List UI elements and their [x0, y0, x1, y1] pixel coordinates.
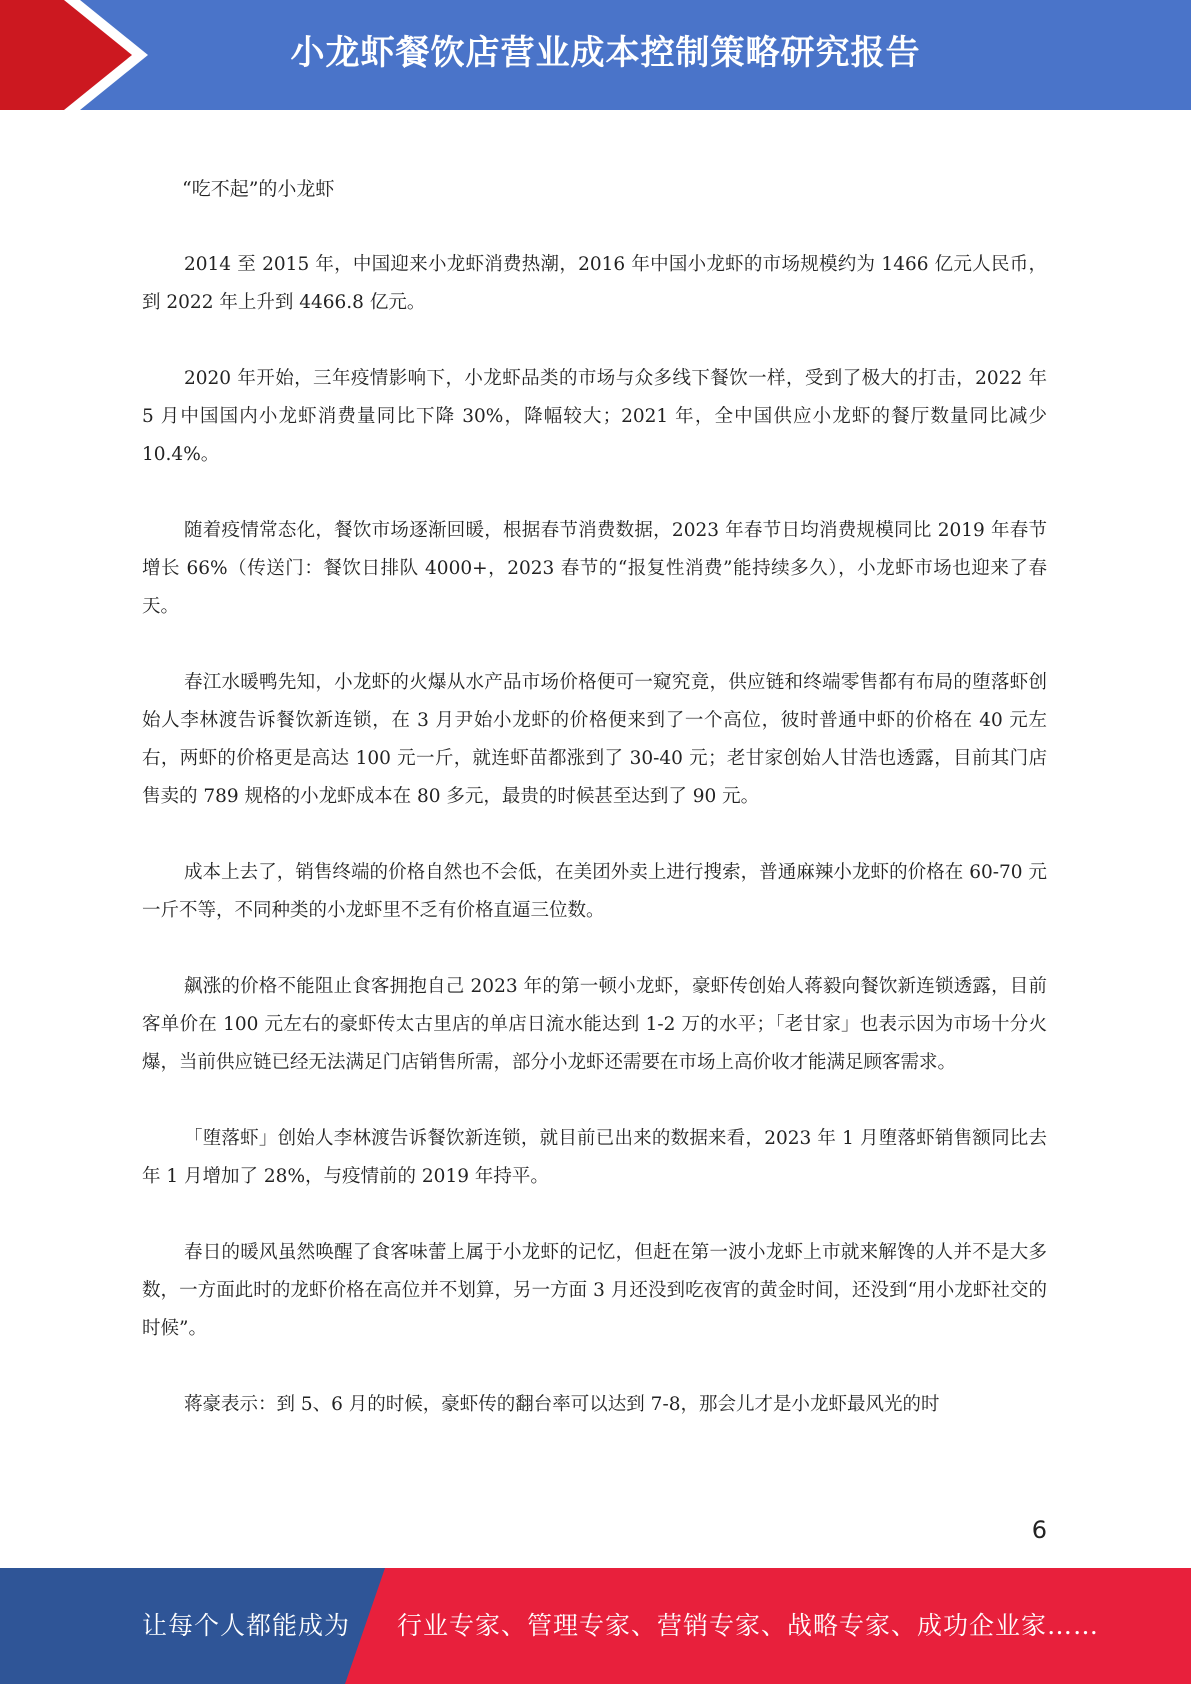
- body-paragraph: 春日的暖风虽然唤醒了食客味蕾上属于小龙虾的记忆，但赶在第一波小龙虾上市就来解馋的人并不是大多数，一方面此时的龙虾价格在高位并不划算，另一方面 3 月还没到吃夜宵的黄金时间，还没到“用小龙虾社交的时候”。: [142, 1242, 1047, 1339]
- body-paragraph: 春江水暖鸭先知，小龙虾的火爆从水产品市场价格便可一窥究竟，供应链和终端零售都有布局的堕落虾创始人李林渡告诉餐饮新连锁，在 3 月尹始小龙虾的价格便来到了一个高位，彼时普通中虾的价格在 40 元左右，两虾的价格更是高达 100 元一斤，就连虾苗都涨到了 30-40 元；老甘家创始人甘浩也透露，目前其门店售卖的 789 规格的小龙虾成本在 80 多元，最贵的时候甚至达到了 90 元。: [142, 672, 1047, 807]
- section-subheading: “吃不起”的小龙虾: [182, 178, 335, 200]
- body-paragraph: 蒋豪表示：到 5、6 月的时候，豪虾传的翻台率可以达到 7-8，那会儿才是小龙虾最风光的时: [184, 1394, 940, 1415]
- body-paragraph: 飙涨的价格不能阻止食客拥抱自己 2023 年的第一顿小龙虾，豪虾传创始人蒋毅向餐饮新连锁透露，目前客单价在 100 元左右的豪虾传太古里店的单店日流水能达到 1-2 万的水平；「老甘家」也表示因为市场十分火爆，当前供应链已经无法满足门店销售所需，部分小龙虾还需要在市场上高价收才能满足顾客需求。: [142, 976, 1047, 1073]
- footer-slogan-right: 行业专家、管理专家、营销专家、战略专家、成功企业家……: [397, 1611, 1100, 1640]
- body-paragraph: 2014 至 2015 年，中国迎来小龙虾消费热潮，2016 年中国小龙虾的市场规模约为 1466 亿元人民币，到 2022 年上升到 4466.8 亿元。: [142, 254, 1047, 313]
- footer-slogan-left: 让每个人都能成为: [142, 1611, 351, 1640]
- body-paragraph: 2020 年开始，三年疫情影响下，小龙虾品类的市场与众多线下餐饮一样，受到了极大的打击，2022 年 5 月中国国内小龙虾消费量同比下降 30%，降幅较大；2021 年，全中国供应小龙虾的餐厅数量同比减少 10.4%。: [142, 368, 1047, 465]
- footer-banner: [0, 1568, 1191, 1684]
- body-paragraph: 随着疫情常态化，餐饮市场逐渐回暖，根据春节消费数据，2023 年春节日均消费规模同比 2019 年春节增长 66%（传送门：餐饮日排队 4000+，2023 春节的“报复性消费”能持续多久），小龙虾市场也迎来了春天。: [142, 520, 1047, 617]
- report-body: [142, 170, 1047, 1424]
- body-paragraph: 成本上去了，销售终端的价格自然也不会低，在美团外卖上进行搜索，普通麻辣小龙虾的价格在 60-70 元一斤不等，不同种类的小龙虾里不乏有价格直逼三位数。: [142, 862, 1047, 921]
- body-paragraph: 「堕落虾」创始人李林渡告诉餐饮新连锁，就目前已出来的数据来看，2023 年 1 月堕落虾销售额同比去年 1 月增加了 28%，与疫情前的 2019 年持平。: [142, 1128, 1047, 1187]
- page-number: 6: [1031, 1516, 1047, 1544]
- document-title: 小龙虾餐饮店营业成本控制策略研究报告: [290, 33, 921, 73]
- header-banner: [0, 0, 1191, 110]
